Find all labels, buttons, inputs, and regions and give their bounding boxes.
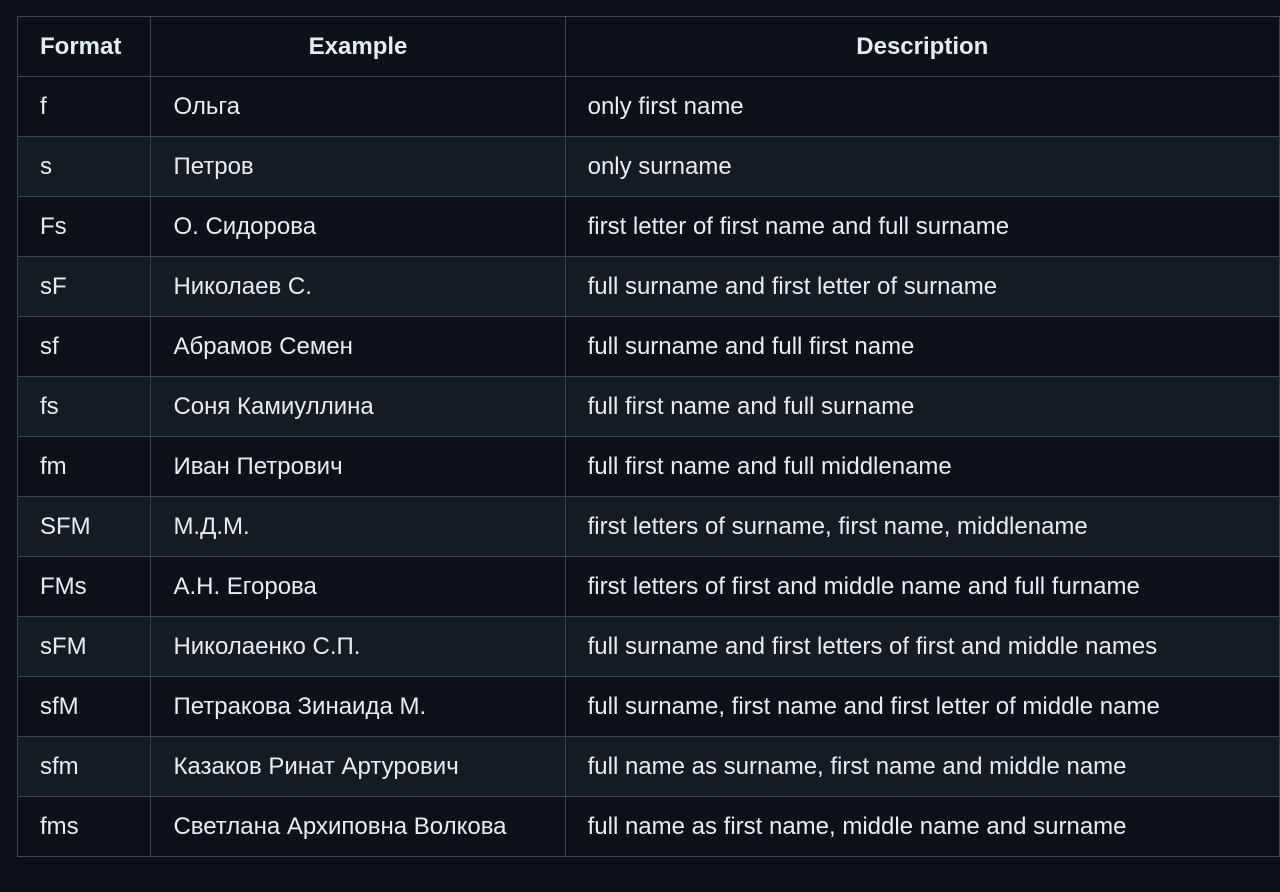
cell-format: SFM bbox=[18, 497, 151, 557]
cell-description: only first name bbox=[565, 77, 1279, 137]
cell-example: О. Сидорова bbox=[151, 197, 565, 257]
cell-description: only surname bbox=[565, 137, 1279, 197]
cell-format: FMs bbox=[18, 557, 151, 617]
cell-description: full name as surname, first name and middle name bbox=[565, 737, 1279, 797]
cell-format: fm bbox=[18, 437, 151, 497]
cell-format: s bbox=[18, 137, 151, 197]
cell-description: full surname and first letters of first and middle names bbox=[565, 617, 1279, 677]
table-row bbox=[18, 257, 1280, 317]
cell-example: Светлана Архиповна Волкова bbox=[151, 797, 565, 857]
table-row bbox=[18, 677, 1280, 737]
cell-example: Николаев С. bbox=[151, 257, 565, 317]
cell-format: sFM bbox=[18, 617, 151, 677]
cell-example: А.Н. Егорова bbox=[151, 557, 565, 617]
table-row bbox=[18, 77, 1280, 137]
table-row bbox=[18, 137, 1280, 197]
table-row bbox=[18, 317, 1280, 377]
cell-format: sf bbox=[18, 317, 151, 377]
table-row bbox=[18, 437, 1280, 497]
cell-format: Fs bbox=[18, 197, 151, 257]
cell-description: full name as first name, middle name and surname bbox=[565, 797, 1279, 857]
header-example: Example bbox=[151, 17, 565, 77]
header-format: Format bbox=[18, 17, 151, 77]
cell-format: sF bbox=[18, 257, 151, 317]
cell-format: f bbox=[18, 77, 151, 137]
cell-description: first letter of first name and full surname bbox=[565, 197, 1279, 257]
cell-description: full first name and full middlename bbox=[565, 437, 1279, 497]
cell-format: sfM bbox=[18, 677, 151, 737]
cell-example: Казаков Ринат Артурович bbox=[151, 737, 565, 797]
cell-description: full surname, first name and first letter of middle name bbox=[565, 677, 1279, 737]
table-row bbox=[18, 797, 1280, 857]
cell-example: Ольга bbox=[151, 77, 565, 137]
cell-description: first letters of surname, first name, middlename bbox=[565, 497, 1279, 557]
table-row bbox=[18, 617, 1280, 677]
table-body bbox=[18, 77, 1280, 857]
format-table-container bbox=[17, 16, 1280, 857]
cell-example: Петракова Зинаида М. bbox=[151, 677, 565, 737]
cell-description: full surname and full first name bbox=[565, 317, 1279, 377]
table-row bbox=[18, 557, 1280, 617]
table-row bbox=[18, 497, 1280, 557]
cell-description: full first name and full surname bbox=[565, 377, 1279, 437]
table-row bbox=[18, 737, 1280, 797]
cell-format: fms bbox=[18, 797, 151, 857]
cell-example: Николаенко С.П. bbox=[151, 617, 565, 677]
cell-description: first letters of first and middle name and full furname bbox=[565, 557, 1279, 617]
cell-format: sfm bbox=[18, 737, 151, 797]
cell-description: full surname and first letter of surname bbox=[565, 257, 1279, 317]
cell-example: Абрамов Семен bbox=[151, 317, 565, 377]
header-description: Description bbox=[565, 17, 1279, 77]
cell-example: Иван Петрович bbox=[151, 437, 565, 497]
table-row bbox=[18, 197, 1280, 257]
name-format-table bbox=[17, 16, 1280, 857]
table-row bbox=[18, 377, 1280, 437]
cell-example: М.Д.М. bbox=[151, 497, 565, 557]
table-header-row bbox=[18, 17, 1280, 77]
cell-format: fs bbox=[18, 377, 151, 437]
cell-example: Петров bbox=[151, 137, 565, 197]
cell-example: Соня Камиуллина bbox=[151, 377, 565, 437]
